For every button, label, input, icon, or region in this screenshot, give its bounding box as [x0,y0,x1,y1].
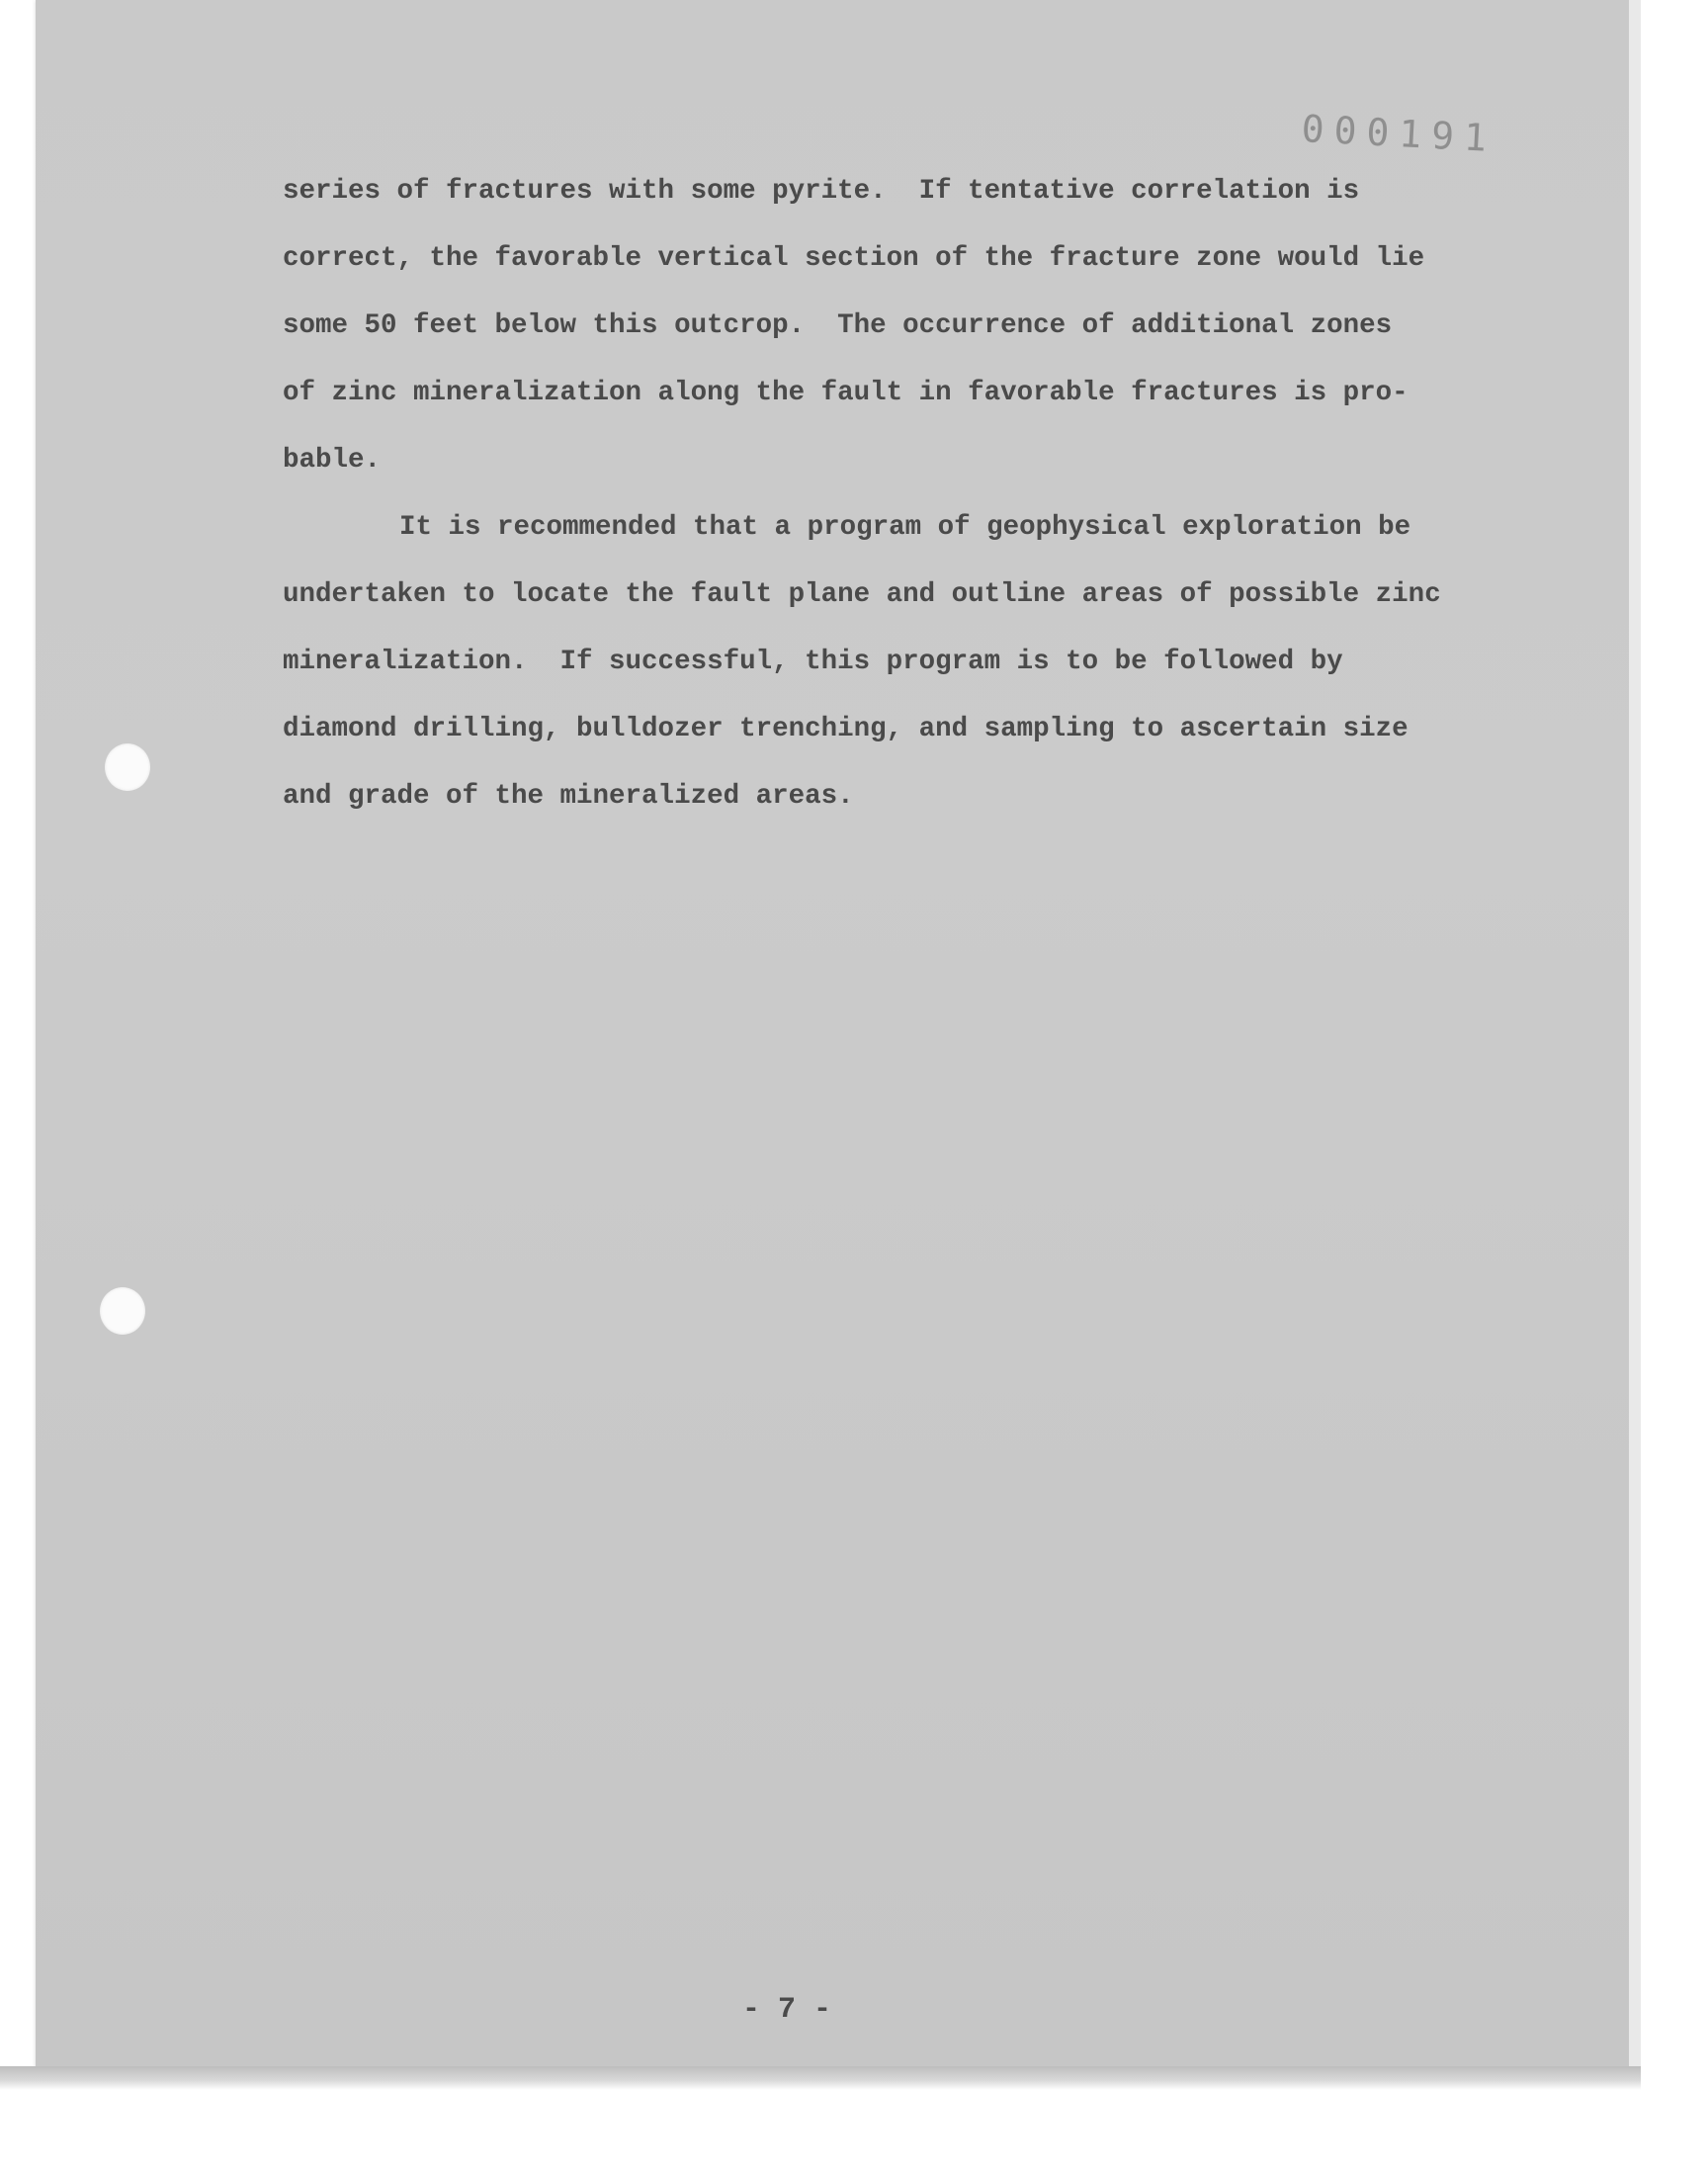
page-number: - 7 - [741,1993,831,2027]
document-stamp-number: 000191 [1300,107,1498,161]
text-line: It is recommended that a program of geophysical exploration be [399,512,1411,543]
document-body [283,158,1489,830]
text-line: some 50 feet below this outcrop. The occurrence of additional zones [283,310,1393,341]
paper-edge-bottom [0,2066,1641,2090]
text-line: bable. [283,445,382,476]
paper-edge-right [1629,0,1641,2074]
text-line: of zinc mineralization along the fault in favorable fractures is pro- [283,378,1409,408]
text-line: and grade of the mineralized areas. [283,781,854,812]
paragraph-1 [283,158,1489,494]
text-line: correct, the favorable vertical section of the fracture zone would lie [283,243,1425,274]
punch-hole-bottom [100,1287,145,1335]
paragraph-2 [283,494,1489,830]
text-line: mineralization. If successful, this program is to be followed by [283,647,1343,677]
text-line: undertaken to locate the fault plane and outline areas of possible zinc [283,579,1441,610]
punch-hole-top [105,743,150,791]
text-line: series of fractures with some pyrite. If tentative correlation is [283,176,1360,207]
text-line: diamond drilling, bulldozer trenching, and sampling to ascertain size [283,714,1409,744]
